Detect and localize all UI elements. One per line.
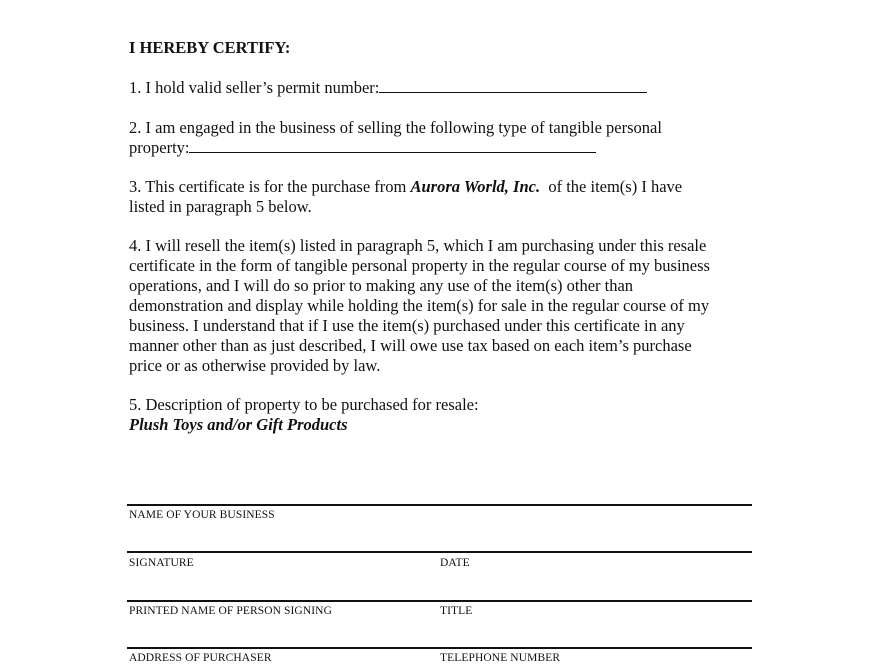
- permit-number-blank[interactable]: [379, 78, 647, 93]
- business-name-line[interactable]: [127, 504, 752, 506]
- paragraph-1: [129, 78, 647, 98]
- date-label: DATE: [440, 557, 470, 569]
- paragraph-2-line-1: 2. I am engaged in the business of selling the following type of tangible personal: [129, 118, 662, 137]
- paragraph-3-after: of the item(s) I have: [540, 177, 683, 196]
- printed-name-line[interactable]: [127, 600, 752, 602]
- signature-line[interactable]: [127, 551, 752, 553]
- business-name-label: NAME OF YOUR BUSINESS: [129, 509, 275, 521]
- paragraph-5-line-1: 5. Description of property to be purchased for resale:: [129, 395, 479, 414]
- paragraph-4-line-7: price or as otherwise provided by law.: [129, 356, 381, 375]
- paragraph-1-text: 1. I hold valid seller’s permit number:: [129, 78, 380, 97]
- certify-heading: I HEREBY CERTIFY:: [129, 38, 291, 57]
- company-name: Aurora World, Inc.: [410, 177, 541, 196]
- paragraph-4-line-2: certificate in the form of tangible personal property in the regular course of my business: [129, 256, 710, 275]
- printed-name-label: PRINTED NAME OF PERSON SIGNING: [129, 605, 332, 617]
- property-description: Plush Toys and/or Gift Products: [129, 415, 348, 434]
- address-line[interactable]: [127, 647, 752, 649]
- telephone-label: TELEPHONE NUMBER: [440, 652, 561, 664]
- title-label: TITLE: [440, 605, 473, 617]
- paragraph-4-line-4: demonstration and display while holding the item(s) for sale in the regular course of my: [129, 296, 710, 315]
- paragraph-3-line-2: listed in paragraph 5 below.: [129, 197, 312, 216]
- signature-label: SIGNATURE: [129, 557, 194, 569]
- paragraph-4-line-6: manner other than as just described, I will owe use tax based on each item’s purchase: [129, 336, 692, 355]
- paragraph-4-line-5: business. I understand that if I use the item(s) purchased under this certificate in any: [129, 316, 685, 335]
- property-type-blank[interactable]: [189, 138, 596, 153]
- address-label: ADDRESS OF PURCHASER: [129, 652, 272, 664]
- paragraph-4-line-1: 4. I will resell the item(s) listed in paragraph 5, which I am purchasing under this resale: [129, 236, 707, 255]
- paragraph-2-property-label: property:: [129, 138, 190, 157]
- paragraph-3-line-1: [129, 177, 682, 197]
- paragraph-3-before: 3. This certificate is for the purchase from: [129, 177, 411, 196]
- paragraph-2-line-2: [129, 138, 596, 158]
- paragraph-4-line-3: operations, and I will do so prior to making any use of the item(s) other than: [129, 276, 634, 295]
